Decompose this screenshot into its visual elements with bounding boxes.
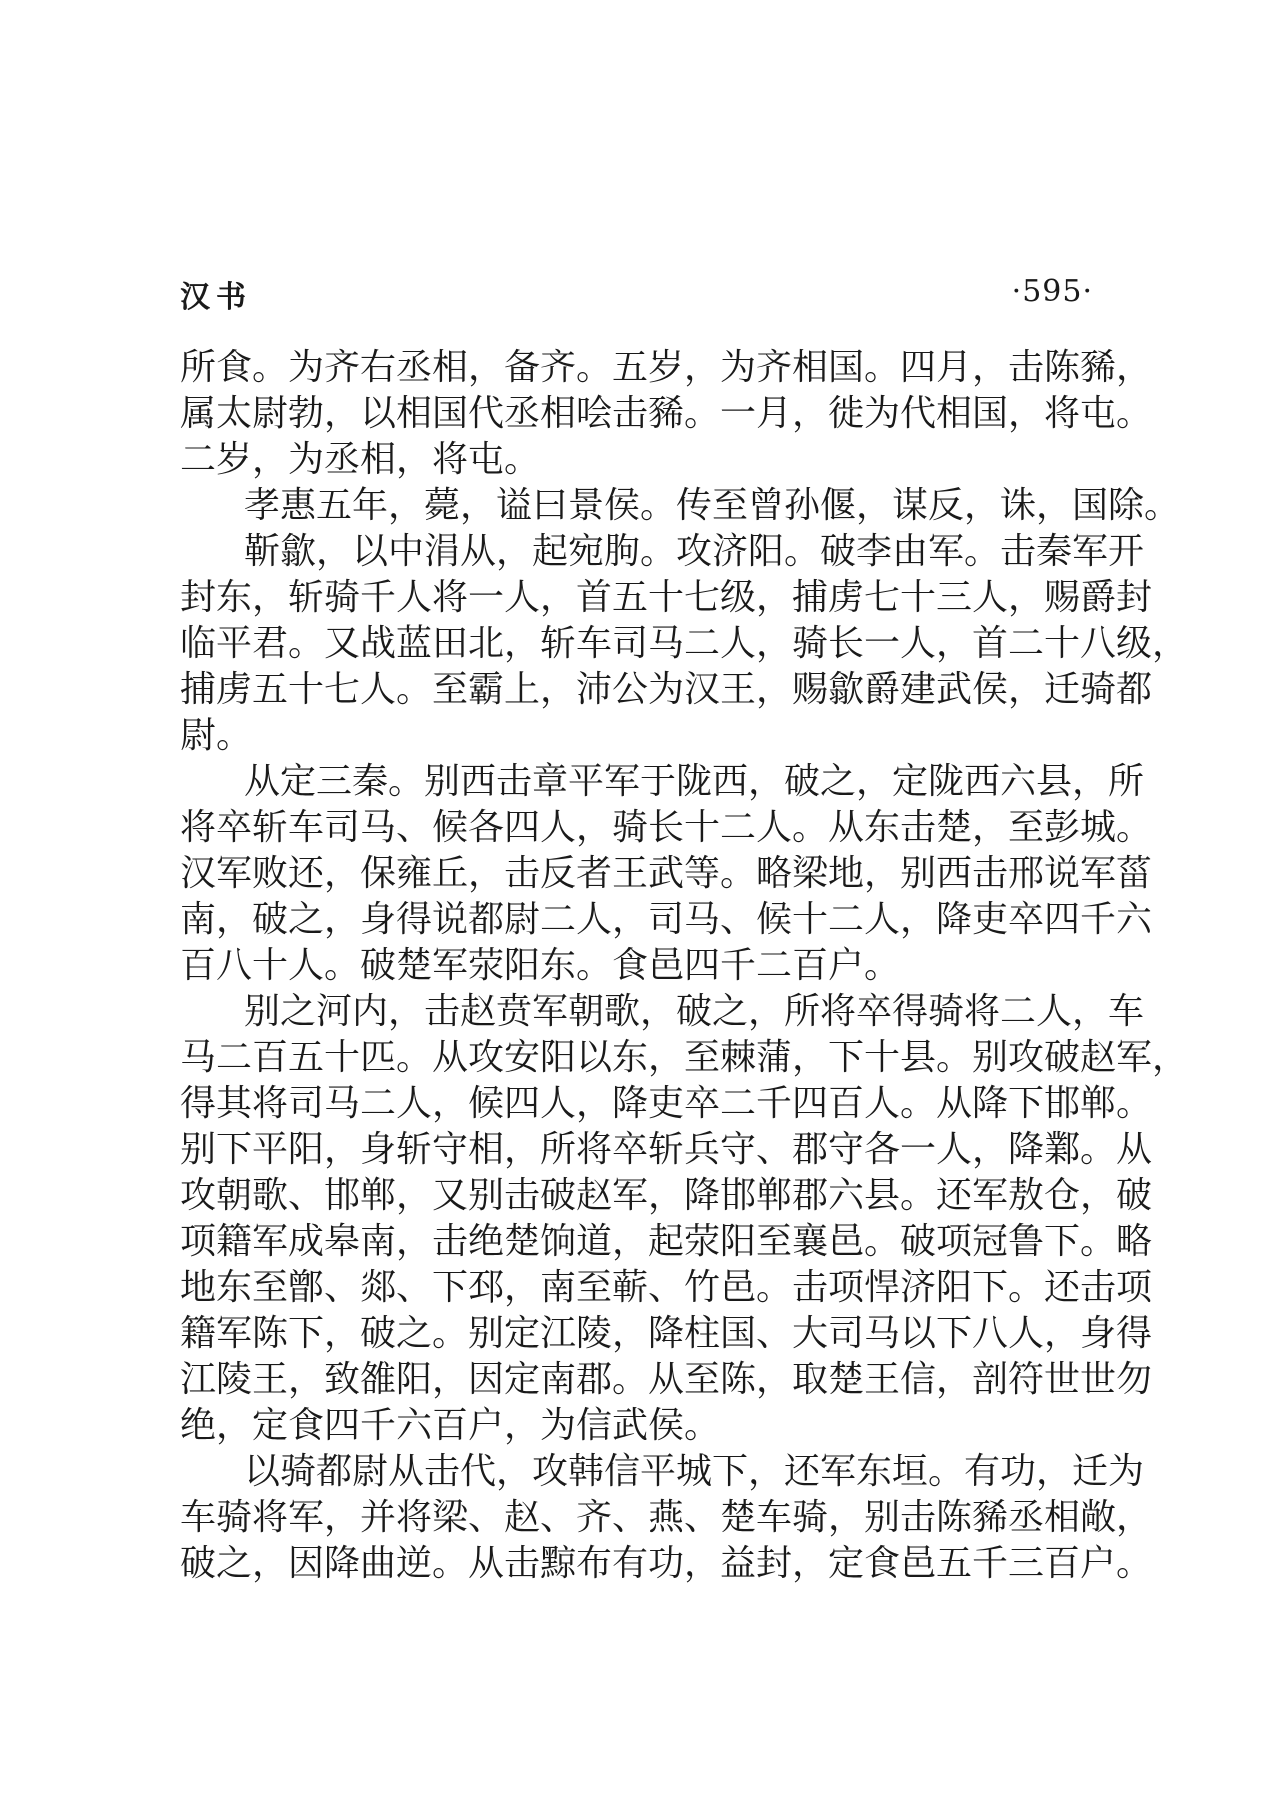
- text-line: 车骑将军，并将梁、赵、齐、燕、楚车骑，别击陈豨丞相敞，: [180, 1497, 1153, 1538]
- text-line: 绝，定食四千六百户，为信武侯。: [180, 1405, 721, 1446]
- text-line: 从定三秦。别西击章平军于陇西，破之，定陇西六县，所: [244, 761, 1145, 802]
- text-line: 马二百五十匹。从攻安阳以东，至棘蒲，下十县。别攻破赵军，: [180, 1037, 1189, 1078]
- page-number: ·595·: [1011, 274, 1093, 309]
- text-line: 江陵王，致雒阳，因定南郡。从至陈，取楚王信，剖符世世勿: [180, 1359, 1153, 1400]
- text-line: 属太尉勃，以相国代丞相哙击豨。一月，徙为代相国，将屯。: [180, 393, 1153, 434]
- paragraph: [180, 529, 1189, 759]
- text-line: 破之，因降曲逆。从击黥布有功，益封，定食邑五千三百户。: [180, 1543, 1153, 1584]
- text-line: 别下平阳，身斩守相，所将卒斩兵守、郡守各一人，降鄴。从: [180, 1129, 1153, 1170]
- text-line: 靳歙，以中涓从，起宛朐。攻济阳。破李由军。击秦军开: [244, 531, 1145, 572]
- text-line: 籍军陈下，破之。别定江陵，降柱国、大司马以下八人，身得: [180, 1313, 1153, 1354]
- text-line: 别之河内，击赵贲军朝歌，破之，所将卒得骑将二人，车: [244, 991, 1145, 1032]
- paragraph: [180, 345, 1153, 483]
- text-line: 二岁，为丞相，将屯。: [180, 439, 541, 480]
- text-line: 孝惠五年，薨，谥曰景侯。传至曾孙偃，谋反，诛，国除。: [244, 485, 1181, 526]
- text-line: 项籍军成皋南，击绝楚饷道，起荥阳至襄邑。破项冠鲁下。略: [180, 1221, 1153, 1262]
- text-line: 汉军败还，保雍丘，击反者王武等。略梁地，别西击邢说军菑: [180, 853, 1153, 894]
- text-line: 地东至鄫、郯、下邳，南至蕲、竹邑。击项悍济阳下。还击项: [180, 1267, 1153, 1308]
- text-line: 将卒斩车司马、候各四人，骑长十二人。从东击楚，至彭城。: [180, 807, 1153, 848]
- text-line: 得其将司马二人，候四人，降吏卒二千四百人。从降下邯郸。: [180, 1083, 1153, 1124]
- paragraph: [180, 759, 1153, 989]
- text-line: 尉。: [180, 715, 253, 756]
- text-line: 百八十人。破楚军荥阳东。食邑四千二百户。: [180, 945, 901, 986]
- text-line: 封东，斩骑千人将一人，首五十七级，捕虏七十三人，赐爵封: [180, 577, 1153, 618]
- paragraph: [180, 483, 1181, 529]
- text-line: 捕虏五十七人。至霸上，沛公为汉王，赐歙爵建武侯，迁骑都: [180, 669, 1153, 710]
- text-line: 攻朝歌、邯郸，又别击破赵军，降邯郸郡六县。还军敖仓，破: [180, 1175, 1153, 1216]
- text-line: 临平君。又战蓝田北，斩车司马二人，骑长一人，首二十八级，: [180, 623, 1189, 664]
- text-line: 以骑都尉从击代，攻韩信平城下，还军东垣。有功，迁为: [244, 1451, 1145, 1492]
- text-line: 南，破之，身得说都尉二人，司马、候十二人，降吏卒四千六: [180, 899, 1153, 940]
- paragraph: [180, 1449, 1153, 1587]
- text-line: 所食。为齐右丞相，备齐。五岁，为齐相国。四月，击陈豨，: [180, 347, 1153, 388]
- body-text: [180, 345, 1189, 1587]
- paragraph: [180, 989, 1189, 1449]
- running-head-title: 汉书: [180, 280, 252, 315]
